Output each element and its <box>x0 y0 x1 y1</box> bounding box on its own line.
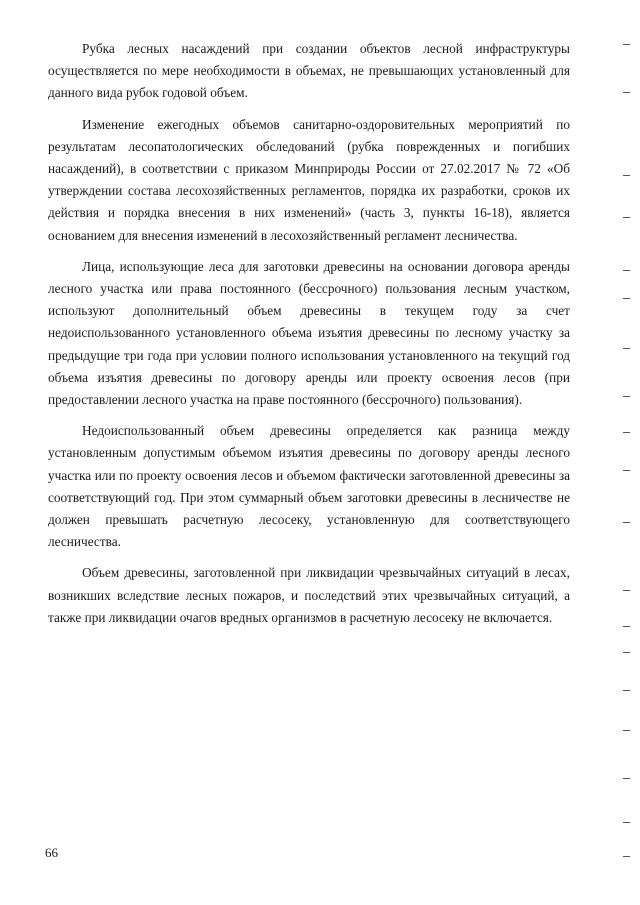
scan-mark <box>623 92 630 93</box>
paragraph-sanitary-measures: Изменение ежегодных объемов санитарно-оздоровительных мероприятий по результатам лесопатологических обследований (рубка поврежденных и погибших насаждений), в соответствии с приказом Минприроды России от 27.02.2017 № 72 «Об утверждении состава лесохозяйственных регламентов, порядка их разработки, сроков их действия и порядка внесения в них изменений» (часть 3, пункты 16-18), является основанием для внесения изменений в лесохозяйственный регламент лесничества. <box>48 116 570 243</box>
scan-mark <box>623 730 630 731</box>
paragraph-additional-volume: Лица, использующие леса для заготовки древесины на основании договора аренды лесного участка или права постоянного (бессрочного) пользования лесным участком, используют дополнительный объем древесины в текущем году за счет недоиспользованного установленного объема изъятия древесины по лесному участку за предыдущие три года при условии полного использования установленного на текущий год объема изъятия древесины по договору аренды или проекту освоения лесов (при предоставлении лесного участка на праве постоянного (бессрочного) пользования). <box>48 258 570 408</box>
scan-mark <box>623 396 630 397</box>
scan-mark <box>623 822 630 823</box>
body-text <box>48 38 570 638</box>
scan-mark <box>623 652 630 653</box>
scan-edge-marks <box>620 30 630 880</box>
paragraph-underused-volume: Недоиспользованный объем древесины определяется как разница между установленным допустимым объемом изъятия древесины по договору аренды лесного участка или по проекту освоения лесов и объемом фактически заготовленной древесины за соответствующий год. При этом суммарный объем заготовки древесины в лесничестве не должен превышать расчетную лесосеку, установленную для соответствующего лесничества. <box>48 423 570 550</box>
scan-mark <box>623 175 630 176</box>
scan-mark <box>623 626 630 627</box>
scan-mark <box>623 298 630 299</box>
scan-mark <box>623 270 630 271</box>
scan-mark <box>623 590 630 591</box>
scan-mark <box>623 217 630 218</box>
scan-mark <box>623 470 630 471</box>
scan-mark <box>623 690 630 691</box>
paragraph-infrastructure-felling: Рубка лесных насаждений при создании объектов лесной инфраструктуры осуществляется по мере необходимости в объемах, не превышающих установленный для данного вида рубок годовой объем. <box>48 41 570 101</box>
scan-mark <box>623 348 630 349</box>
scan-mark <box>623 856 630 857</box>
scan-mark <box>623 44 630 45</box>
paragraph-emergency-harvest: Объем древесины, заготовленной при ликвидации чрезвычайных ситуаций в лесах, возникших вследствие лесных пожаров, и последствий этих чрезвычайных ситуаций, а также при ликвидации очагов вредных организмов в расчетную лесосеку не включается. <box>48 565 570 625</box>
scan-mark <box>623 778 630 779</box>
scan-mark <box>623 432 630 433</box>
page-number: 66 <box>45 845 58 860</box>
scan-mark <box>623 522 630 523</box>
